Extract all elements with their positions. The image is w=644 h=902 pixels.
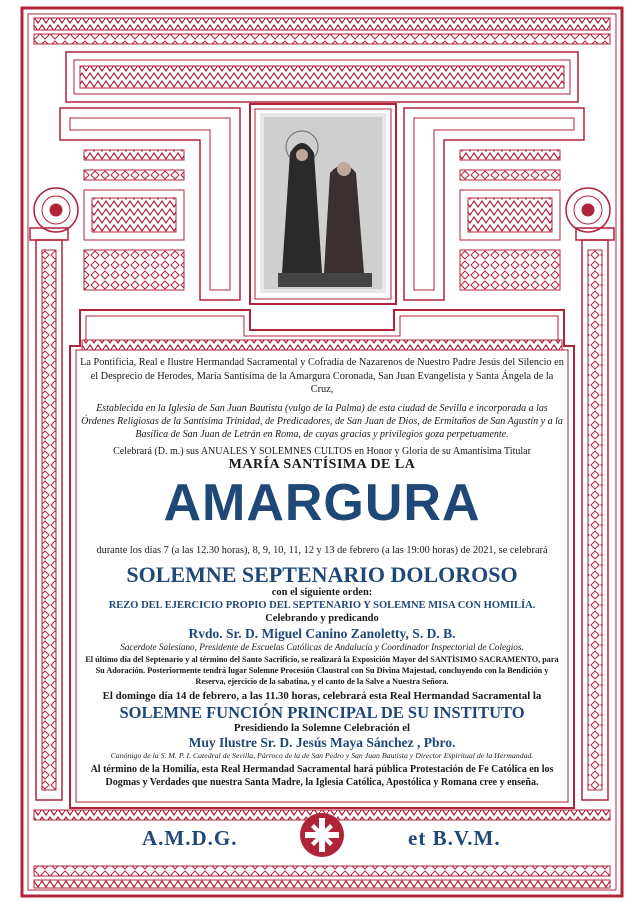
presidiendo-line: Presidiendo la Solemne Celebración el <box>233 722 411 734</box>
celebrando-line: Celebrando y predicando <box>265 613 379 624</box>
final-note: Al término de la Homilía, esta Real Hermandad Sacramental hará pública Protestación de Fe Católica en los Dogmas y Verdades que nuestra Santa Madre, la Iglesia Católica, Apostólica y Romana cree y enseña. <box>90 764 554 788</box>
celebration-intro: Celebrará (D. m.) sus ANUALES Y SOLEMNES CULTOS en Honor y Gloria de su Amantísima Titular <box>113 446 531 457</box>
celebrant-name: Muy Ilustre Sr. D. Jesús Maya Sánchez , Pbro. <box>188 735 456 750</box>
main-title: AMARGURA <box>163 474 481 532</box>
funcion-heading: SOLEMNE FUNCIÓN PRINCIPAL DE SU INSTITUTO <box>119 703 525 722</box>
church-info: Establecida en la Iglesia de San Juan Bautista (vulgo de la Palma) de esta ciudad de Sevilla e incorporada a las Órdenes Religiosas de la Santísima Trinidad, de Predicadores, de San Juan de Dios, de Ermitaños de San Agustín y a la Basílica de San Juan de Letrán en Roma, de cuyas gracias y privilegios goza perpetuamente. <box>81 403 563 440</box>
funcion-intro: El domingo día 14 de febrero, a las 11.30 horas, celebrará esta Real Hermandad Sacramental la <box>102 690 542 702</box>
virgin-and-saint-john-image <box>260 113 386 293</box>
trinitarian-cross-icon <box>299 812 345 858</box>
celebrant-title: Canónigo de la S. M. P. I. Catedral de Sevilla, Párroco de la de San Pedro y San Juan Bautista y Director Espiritual de la Hermandad. <box>110 751 534 760</box>
septenario-dates: durante los días 7 (a las 12.30 horas), 8, 9, 10, 11, 12 y 13 de febrero (a las 19:00 horas) de 2021, se celebrará <box>96 545 548 556</box>
title-prefix: MARÍA SANTÍSIMA DE LA <box>228 457 416 472</box>
order-line: con el siguiente orden: <box>271 587 373 598</box>
footer-bvm: et B.V.M. <box>408 826 501 850</box>
rezo-line: REZO DEL EJERCICIO PROPIO DEL SEPTENARIO Y SOLEMNE MISA CON HOMILÍA. <box>108 600 536 611</box>
preacher-title: Sacerdote Salesiano, Presidente de Escuelas Católicas de Andalucía y Coordinador Inspectorial de Colegios. <box>120 642 524 652</box>
septenario-heading: SOLEMNE SEPTENARIO DOLOROSO <box>126 562 518 587</box>
footer-amdg: A.M.D.G. <box>142 826 238 850</box>
brotherhood-intro: La Pontificia, Real e Ilustre Hermandad Sacramental y Cofradía de Nazarenos de Nuestro Padre Jesús del Silencio en el Desprecio de Herodes, María Santísima de la Amargura Coronada, San Juan Evangelista y Santa Ángela de la Cruz, <box>80 357 564 396</box>
last-day-note: El último día del Septenario y al término del Santo Sacrificio, se realizará la Exposición Mayor del SANTÍSIMO SACRAMENTO, para Su Adoración. Posteriormente tendrá lugar Solemne Procesión Claustral con Su Divina Majestad, concluyendo con la Bendición y Reserva, ejercicio de la sabatina, y el canto de la Salve a Nuestra Señora. <box>85 655 559 686</box>
preacher-name: Rvdo. Sr. D. Miguel Canino Zanoletty, S. D. B. <box>188 626 456 641</box>
